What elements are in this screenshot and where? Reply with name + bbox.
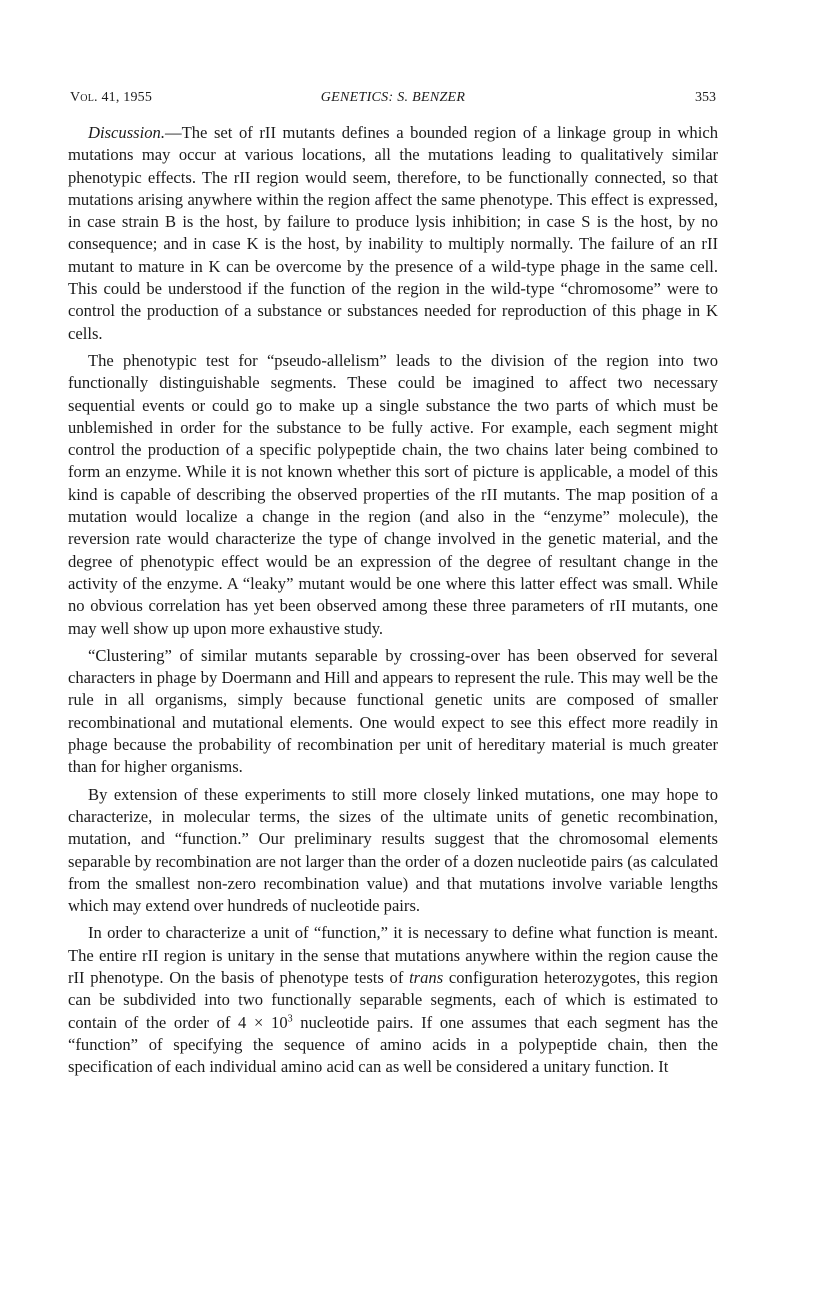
paragraph-discussion [68,122,718,345]
running-title: GENETICS: S. BENZER [320,90,466,105]
paragraph-function-text-a: In order to characterize a unit of “function,” it is necessary to define what function is meant. The entire rII region is unitary in the sense that mutations anywhere within the region cause the rII phenotype. On the basis of phenotype tests of [68,923,718,987]
paragraph-extension: By extension of these experiments to still more closely linked mutations, one may hope to characterize, in molecular terms, the sizes of the ultimate units of genetic recombination, mutation, and “function.” Our preliminary results suggest that the chromosomal elements separable by recombination are not larger than the order of a dozen nucleotide pairs (as calculated from the smallest non-zero recombination value) and that mutations involve variable lengths which may extend over hundreds of nucleotide pairs. [68,784,718,916]
paragraph-clustering: “Clustering” of similar mutants separable by crossing-over has been observed for several characters in phage by Doermann and Hill and appears to represent the rule. This may well be the rule in all organisms, simply because functional genetic units are composed of smaller recombinational and mutational elements. One would expect to see this effect more readily in phage because the probability of recombination per unit of hereditary material is much greater than for higher organisms. [68,645,718,777]
paragraph-function-text-c: nucleotide pairs. If one assumes that each segment has the “function” of specifying the sequence of amino acids in a polypeptide chain, then the specification of each individual amino acid can as well be considered a unitary function. It [68,1012,718,1077]
volume-year: Vol. 41, 1955 [70,90,153,105]
article-body [68,122,718,1078]
paragraph-discussion-text: —The set of rII mutants defines a bounded region of a linkage group in which mutations may occur at various locations, all the mutations leading to qualitatively similar phenotypic effects. The rII region would seem, therefore, to be functionally connected, so that mutations arising anywhere within the region affect the same phenotype. This effect is expressed, in case strain B is the host, by failure to produce lysis inhibition; in case S is the host, by no consequence; and in case K is the host, by inability to multiply normally. The failure of an rII mutant to mature in K can be overcome by the presence of a wild-type phage in the same cell. This could be understood if the function of the region in the wild-type “chromosome” were to control the production of a substance or substances needed for reproduction of this phage in K cells. [68,123,718,343]
paragraph-function [68,922,718,1078]
exponent: 3 [287,1013,293,1025]
trans-italic: trans [409,967,444,987]
paragraph-pseudo-allelism: The phenotypic test for “pseudo-allelism” leads to the division of the region into two functionally distinguishable segments. These could be imagined to affect two necessary sequential events or could go to make up a single substance the two parts of which must be unblemished in order for the substance to be fully active. For example, each segment might control the production of a specific polypeptide chain, the two chains later being combined to form an enzyme. While it is not known whether this sort of picture is applicable, a model of this kind is capable of describing the observed properties of the rII mutants. The map position of a mutation would localize a change in the region (and also in the “enzyme” molecule), the reversion rate would characterize the type of change involved in the genetic material, and the degree of phenotypic effect would be an expression of the degree of resultant change in the activity of the enzyme. A “leaky” mutant would be one where this latter effect was small. While no obvious correlation has yet been observed among these three parameters of rII mutants, one may well show up upon more exhaustive study. [68,350,718,638]
running-head [68,88,718,114]
page-number: 353 [695,90,716,105]
journal-page [68,88,718,1083]
paragraph-function-text-b: configuration heterozygotes, this region can be subdivided into two functionally separable segments, each of which is estimated to contain of the order of 4 × 10 [68,967,718,1032]
section-lead-discussion: Discussion. [88,123,165,142]
